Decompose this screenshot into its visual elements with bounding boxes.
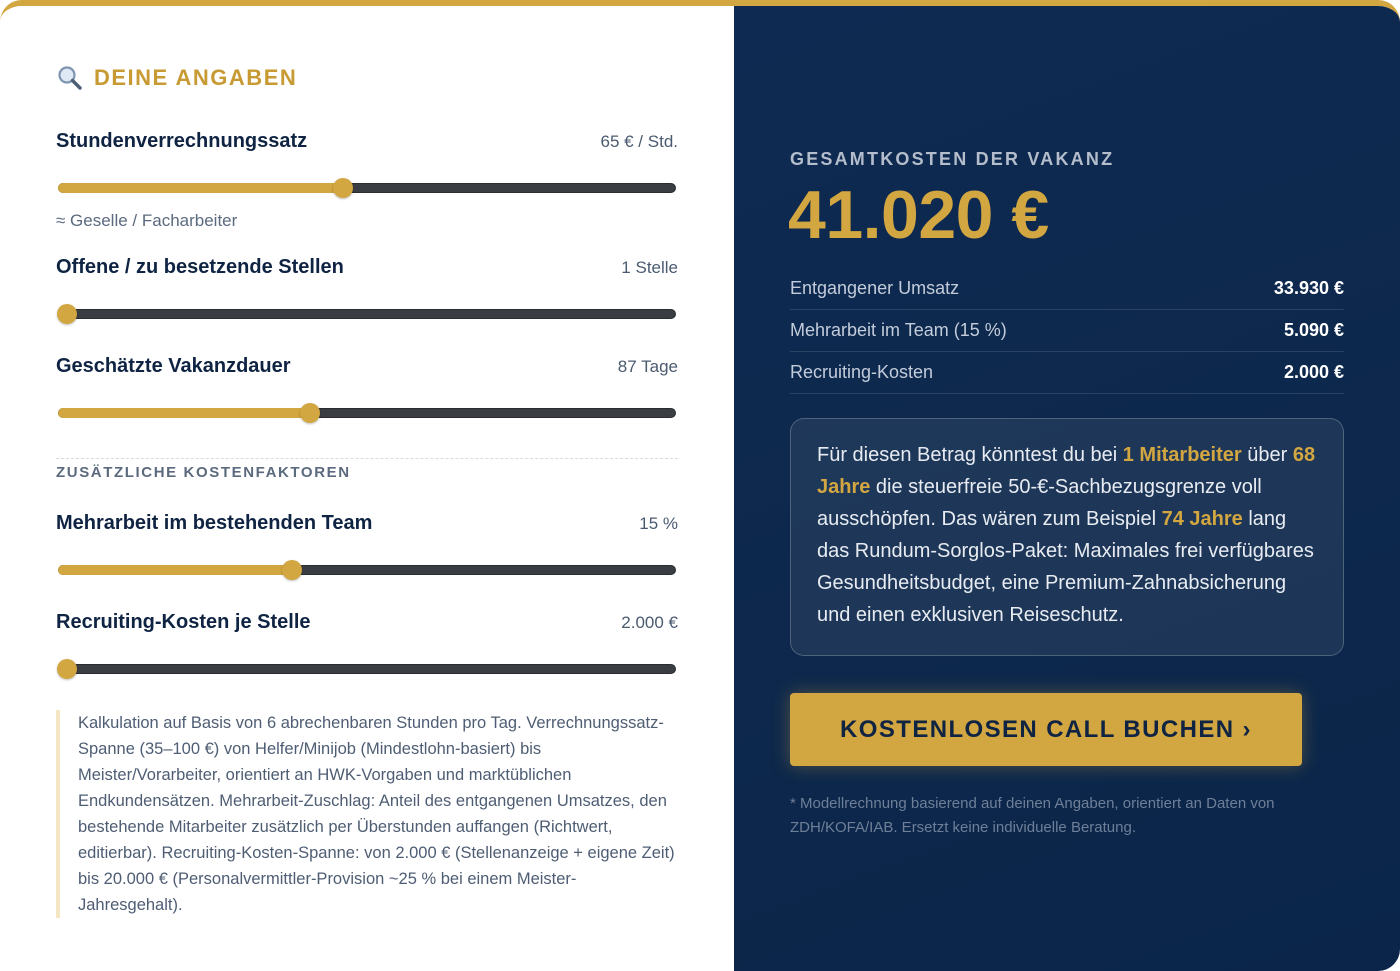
input-panel [0,6,734,971]
info-highlight-employees: 1 Mitarbeiter [1122,444,1242,466]
vacancy-duration-slider[interactable] [56,406,678,420]
section-title-text: DEINE ANGABEN [94,65,298,90]
team-overtime-slider[interactable] [56,563,678,577]
calculation-note: Kalkulation auf Basis von 6 abrechenbaren Stunden pro Tag. Verrechnungssatz-Spanne (35–100 €) von Helfer/Minijob (Mindestlohn-basiert) bis Meister/Vorarbeiter, orientiert an HWK-Vorgaben und marktüblichen Endkundensätzen. Mehrarbeit-Zuschlag: Anteil des entgangenen Umsatzes, den bestehende Mitarbeiter zusätzlich per Überstunden auffangen (Richtwert, editierbar). Recruiting-Kosten-Spanne: von 2.000 € (Stellenanzeige + eigene Zeit) bis 20.000 € (Personalvermittler-Provision ~25 % bei einem Meister-Jahresgehalt). [56,710,678,918]
slider-track [58,309,676,319]
field-value: 1 Stelle [621,258,678,277]
field-label: Stundenverrechnungssatz [56,130,308,152]
breakdown-value: 5.090 € [1283,320,1344,340]
info-text: die steuerfreie 50-€-Sachbezugsgrenze voll ausschöpfen. Das wären zum Beispiel [817,476,1262,530]
field-hint: ≈ Geselle / Facharbeiter [56,211,238,230]
slider-thumb[interactable] [300,403,320,423]
field-value: 65 € / Std. [600,132,678,151]
breakdown-value: 33.930 € [1273,278,1344,298]
breakdown-label: Recruiting-Kosten [790,362,934,382]
field-vacancy-duration [56,355,678,420]
info-text: über [1241,444,1293,466]
field-label: Offene / zu besetzende Stellen [56,256,344,278]
info-text: Für diesen Betrag könntest du bei [817,444,1123,466]
breakdown-value: 2.000 € [1283,362,1344,382]
field-label: Recruiting-Kosten je Stelle [56,611,311,633]
open-positions-slider[interactable] [56,307,678,321]
slider-fill [58,408,310,418]
breakdown-row [790,352,1344,394]
info-text: lang das Rundum-Sorglos-Paket: Maximales frei verfügbares Gesundheitsbudget, eine Premium-Zahnabsicherung und einen exklusiven Reiseschutz. [817,508,1314,626]
section-divider [56,458,678,459]
recruiting-costs-slider[interactable] [56,662,678,676]
field-value: 15 % [639,514,678,533]
slider-thumb[interactable] [333,178,353,198]
cost-breakdown [790,268,1344,394]
field-value: 2.000 € [621,613,678,632]
field-open-positions [56,256,678,321]
total-cost-value: 41.020 € [788,177,1049,253]
field-value: 87 Tage [617,357,678,376]
info-highlight-years-sachbezug: 68 Jahre [817,444,1316,498]
result-panel [734,6,1400,971]
benefit-comparison-box [790,418,1344,656]
disclaimer: * Modellrechnung basierend auf deinen Angaben, orientiert an Daten von ZDH/KOFA/IAB. Ersetzt keine individuelle Beratung. [790,795,1275,836]
section-title [56,64,297,92]
additional-factors-heading: ZUSÄTZLICHE KOSTENFAKTOREN [56,464,351,481]
slider-track [58,664,676,674]
total-cost-label: GESAMTKOSTEN DER VAKANZ [790,149,1115,169]
book-call-button[interactable]: KOSTENLOSEN CALL BUCHEN › [790,693,1302,766]
info-highlight-years-package: 74 Jahre [1161,508,1243,530]
slider-thumb[interactable] [57,304,77,324]
field-label: Geschätzte Vakanzdauer [56,355,291,377]
breakdown-row [790,310,1344,352]
slider-thumb[interactable] [282,560,302,580]
field-team-overtime [56,512,678,577]
field-hourly-rate [56,130,678,231]
slider-fill [58,183,343,193]
hourly-rate-slider[interactable] [56,181,678,195]
breakdown-label: Entgangener Umsatz [790,278,960,298]
breakdown-label: Mehrarbeit im Team (15 %) [790,320,1007,340]
slider-fill [58,565,292,575]
breakdown-row [790,268,1344,310]
slider-thumb[interactable] [57,659,77,679]
field-recruiting-costs [56,611,678,676]
field-label: Mehrarbeit im bestehenden Team [56,512,373,534]
magnifier-icon [56,64,84,92]
